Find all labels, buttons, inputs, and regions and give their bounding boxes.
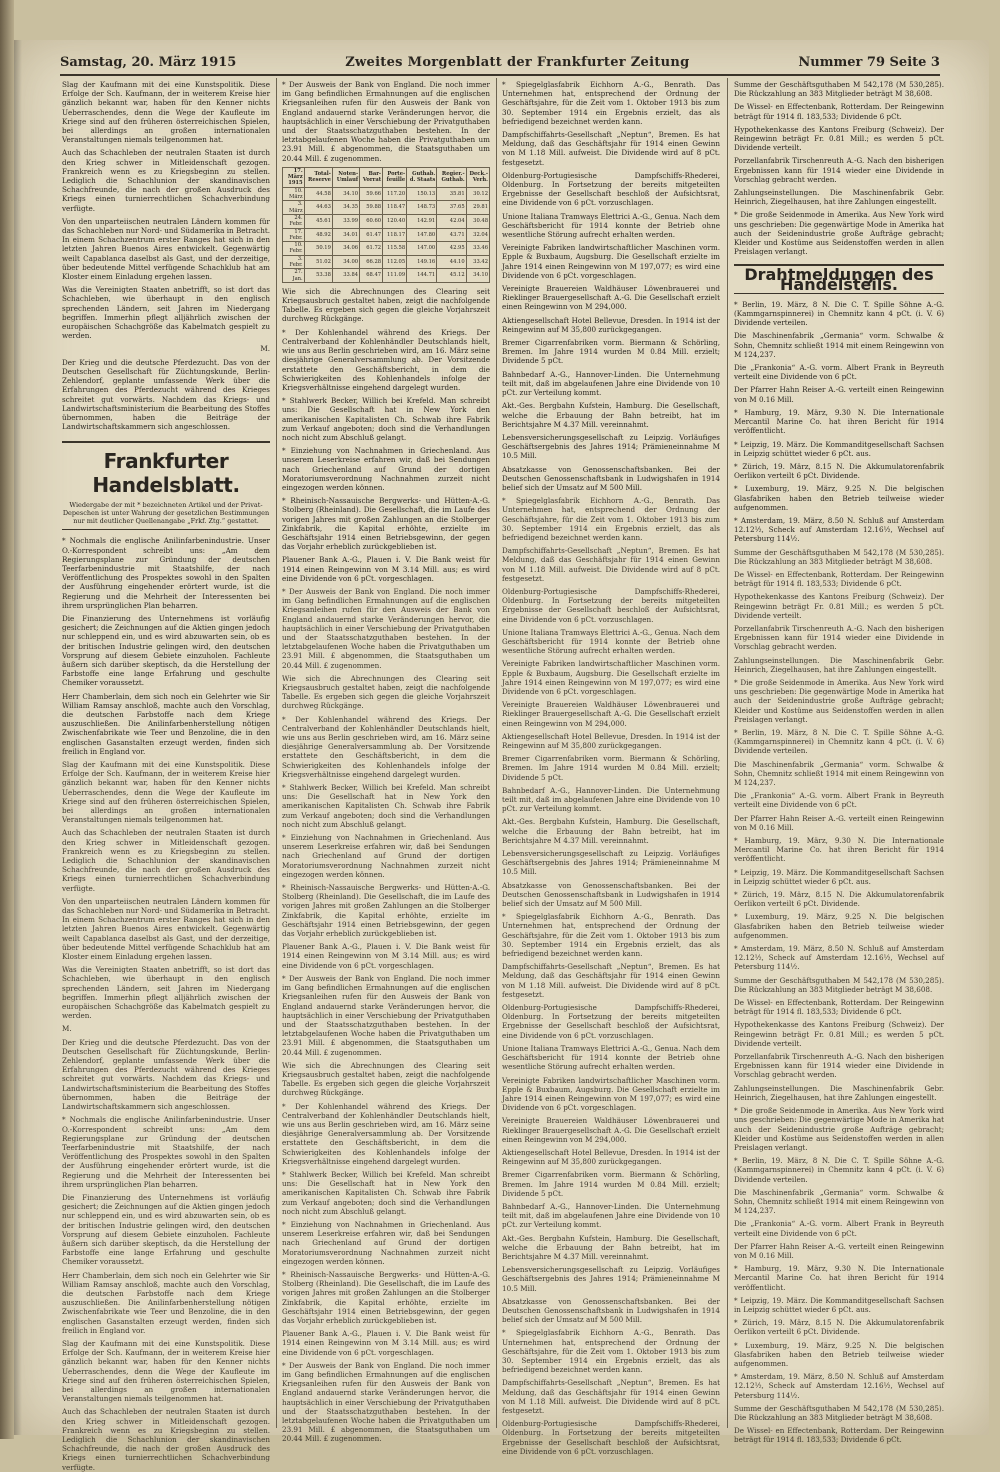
article-paragraph: Die „Frankonia“ A.-G. vorm. Albert Frank in Beyreuth verteilt eine Dividende von 6 pCt. [734,363,944,382]
table-cell: 45.12 [437,269,466,283]
table-cell: 59.66 [360,187,383,201]
table-cell: 147.00 [407,242,437,256]
article-paragraph: * Berlin, 19. März, 8 N. Die C. T. Spille Söhne A.-G. (Kammgarnspinnerei) in Chemnitz kann 4 pCt. (i. V. 6) Dividende verteilen. [734,727,944,756]
article-paragraph: * Stahlwerk Becker, Willich bei Krefeld. Man schreibt uns: Die Gesellschaft hat in New York den amerikanischen Kapitalisten Ch. Schwab ihre Fabrik zum Verkauf angeboten; doch sind die Verhandlungen noch nicht zum Abschluß gelangt. [282,396,490,442]
article-paragraph: Vereinigte Brauereien Waldhäuser Löwenbrauerei und Rieklinger Brauergesellschaft A.-G. Die Gesellschaft erzielt einen Reingewinn von M 294,000. [502,700,720,728]
section-heading: Drahtmeldungen des Handelsteils. [734,264,944,293]
table-row [283,269,490,283]
article-paragraph: * Spiegelglasfabrik Eichhorn A.-G., Benrath. Das Unternehmen hat, entsprechend der Ordnung der Geschäftsjahre, für die Zeit vom 1. Oktober 1913 bis zum 30. September 1914 ein Ergebnis erzielt, das als befriedigend bezeichnet werden kann. [502,912,720,959]
article-paragraph: Oldenburg-Portugiesische Dampfschiffs-Rhederei, Oldenburg. In Fortsetzung der bereits mitgeteilten Ergebnisse der Gesellschaft beschloß der Aufsichtsrat, eine Dividende von 6 pCt. vorzuschlagen. [502,1003,720,1040]
table-cell: 24. Febr. [283,214,305,228]
article-paragraph: * Hamburg, 19. März, 9.30 N. Die Internationale Mercantil Marine Co. hat ihren Bericht für 1914 veröffentlicht. [734,1264,944,1292]
table-cell: 150.13 [407,187,437,201]
article-paragraph: Bremer Cigarrenfabriken vorm. Biermann & Schörling, Bremen. Im Jahre 1914 wurden M 0.84 Mill. erzielt; Dividende 5 pCt. [502,754,720,782]
article-paragraph: Absatzkasse von Genossenschaftsbanken. Bei der Deutschen Genossenschaftsbank in Ludwigshafen in 1914 belief sich der Umsatz auf M 500 Mill. [502,464,720,492]
table-header-cell: Porte-feuille [383,167,407,187]
article-paragraph: * Der Ausweis der Bank von England. Die noch immer im Gang befindlichen Ermahnungen auf die englischen Kriegsanleihen rufen für den Ausweis der Bank von England andauernd starke Veränderungen hervor, die hauptsächlich in einer Verschiebung der Privatguthaben und der Staatsschatzguthaben bestehen. In der letztabgelaufenen Woche haben die Privatguthaben um 23.91 Mill. £ abgenommen, die Staatsguthaben um 20.44 Mill. £ zugenommen. [282,973,490,1057]
article-paragraph: * Rheinisch-Nassauische Bergwerks- und Hütten-A.-G. Stolberg (Rheinland). Die Gesellschaft, die im Laufe des vorigen Jahres mit großen Zahlungen an die Stolberger Zinkfabrik, die Kapital erhöhte, erzielte im Geschäftsjahr 1914 einen Betriebsgewinn, der gegen das Vorjahr erheblich zurückgeblieben ist. [282,496,490,552]
article-paragraph: Aktiengesellschaft Hotel Bellevue, Dresden. In 1914 ist der Reingewinn auf M 35,800 zurückgegangen. [502,1147,720,1167]
article-paragraph: Die Finanzierung des Unternehmens ist vorläufig gesichert; die Zeichnungen auf die Aktien gingen jedoch nur schleppend ein, und es wird abzuwarten sein, ob es der britischen Industrie gelingen wird, den deutschen Vorsprung auf diesem Gebiete einzuholen. Fachleute äußern sich darüber skeptisch, da die Herstellung der Farbstoffe eine lange Erfahrung und geschulte Chemiker voraussetzt. [62,1192,270,1267]
article-paragraph: Der Pfarrer Hahn Reiser A.-G. verteilt einen Reingewinn von M 0.16 Mill. [734,1241,944,1260]
header-page-number: Nummer 79 Seite 3 [798,54,940,70]
article-paragraph: * Der Ausweis der Bank von England. Die noch immer im Gang befindlichen Ermahnungen auf die englischen Kriegsanleihen rufen für den Ausweis der Bank von England andauernd starke Veränderungen hervor, die hauptsächlich in einer Verschiebung der Privatguthaben und der Staatsschatzguthaben bestehen. In der letztabgelaufenen Woche haben die Privatguthaben um 23.91 Mill. £ abgenommen, die Staatsguthaben um 20.44 Mill. £ zugenommen. [282,1360,490,1444]
article-paragraph: * Der Ausweis der Bank von England. Die noch immer im Gang befindlichen Ermahnungen auf die englischen Kriegsanleihen rufen für den Ausweis der Bank von England andauernd starke Veränderungen hervor, die hauptsächlich in einer Verschiebung der Privatguthaben und der Staatsschatzguthaben bestehen. In der letztabgelaufenen Woche haben die Privatguthaben um 23.91 Mill. £ abgenommen, die Staatsguthaben um 20.44 Mill. £ zugenommen. [282,586,490,670]
article-paragraph: Bremer Cigarrenfabriken vorm. Biermann & Schörling, Bremen. Im Jahre 1914 wurden M 0.84 Mill. erzielt; Dividende 5 pCt. [502,1170,720,1198]
article-paragraph: Hypothekenkasse des Kantons Freiburg (Schweiz). Der Reingewinn beträgt Fr. 0.81 Mill.; es werden 5 pCt. Dividende verteilt. [734,1020,944,1048]
table-header-cell: Deck.-Verh. [466,167,489,187]
table-cell: 61.47 [360,228,383,242]
table-cell: 112.05 [383,255,407,269]
article-paragraph: Auch das Schachleben der neutralen Staaten ist durch den Krieg schwer in Mitleidenschaft gezogen. Frankreich wenn es zu Kriegsbeginn zu stellen. Lediglich die Schachlunion der skandinavischen Schachfreunde, die nach der großen Ausdruck des Kriegs einen turnierrechtlichen Schachverbindung verfügte. [62,148,270,213]
article-paragraph: * Spiegelglasfabrik Eichhorn A.-G., Benrath. Das Unternehmen hat, entsprechend der Ordnung der Geschäftsjahre, für die Zeit vom 1. Oktober 1913 bis zum 30. September 1914 ein Ergebnis erzielt, das als befriedigend bezeichnet werden kann. [502,80,720,126]
article-paragraph: Vereinigte Fabriken landwirtschaftlicher Maschinen vorm. Epple & Buxbaum, Augsburg. Die Gesellschaft erzielte im Jahre 1914 einen Reingewinn von M 197,077; es wird eine Dividende von 6 pCt. vorgeschlagen. [502,659,720,696]
article-paragraph: Die „Frankonia“ A.-G. vorm. Albert Frank in Beyreuth verteilt eine Dividende von 6 pCt. [734,791,944,810]
article-paragraph: Wie sich die Abrechnungen des Clearing seit Kriegsausbruch gestaltet haben, zeigt die nachfolgende Tabelle. Es ergeben sich gegen die gleiche Vorjahrszeit durchweg Rückgänge. [282,673,490,711]
article-paragraph: Absatzkasse von Genossenschaftsbanken. Bei der Deutschen Genossenschaftsbank in Ludwigshafen in 1914 belief sich der Umsatz auf M 500 Mill. [502,880,720,909]
article-paragraph: Dampfschiffahrts-Gesellschaft „Neptun“, Bremen. Es hat Meldung, daß das Geschäftsjahr für 1914 einen Gewinn von M 1.18 Mill. aufweist. Die Dividende wird auf 8 pCt. festgesetzt. [502,962,720,999]
article-paragraph: Zahlungseinstellungen. Die Maschinenfabrik Gebr. Heinrich, Ziegelhausen, hat ihre Zahlungen eingestellt. [734,1083,944,1102]
article-paragraph: Summe der Geschäftsguthaben M 542,178 (M 530,285). Die Rückzahlung an 383 Mitglieder beträgt M 38,608. [734,80,944,99]
article-paragraph: Die Finanzierung des Unternehmens ist vorläufig gesichert; die Zeichnungen auf die Aktien gingen jedoch nur schleppend ein, und es wird abzuwarten sein, ob es der britischen Industrie gelingen wird, den deutschen Vorsprung auf diesem Gebiete einzuholen. Fachleute äußern sich darüber skeptisch, da die Herstellung der Farbstoffe eine lange Erfahrung und geschulte Chemiker voraussetzt. [62,613,270,688]
header-date: Samstag, 20. März 1915 [60,54,237,70]
article-paragraph: * Einziehung von Nachnahmen in Griechenland. Aus unserem Leserkreise erfahren wir, daß bei Sendungen nach Griechenland auf Grund der dortigen Moratoriumsverordnung Nachnahmen zurzeit nicht eingezogen werden können. [282,1219,490,1266]
article-paragraph: Summe der Geschäftsguthaben M 542,178 (M 530,285). Die Rückzahlung an 383 Mitglieder beträgt M 38,608. [734,975,944,994]
table-cell: 147.80 [407,228,437,242]
table-cell: 34.06 [332,242,359,256]
article-paragraph: * Hamburg, 19. März, 9.30 N. Die Internationale Mercantil Marine Co. hat ihren Bericht für 1914 veröffentlicht. [734,407,944,436]
article-paragraph: Auch das Schachleben der neutralen Staaten ist durch den Krieg schwer in Mitleidenschaft gezogen. Frankreich wenn es zu Kriegsbeginn zu stellen. Lediglich die Schachlunion der skandinavischen Schachfreunde, die nach der großen Ausdruck des Kriegs einen turnierrechtlichen Schachverbindung verfügte. [62,828,270,893]
article-paragraph: Dampfschiffahrts-Gesellschaft „Neptun“, Bremen. Es hat Meldung, daß das Geschäftsjahr für 1914 einen Gewinn von M 1.18 Mill. aufweist. Die Dividende wird auf 8 pCt. festgesetzt. [502,1378,720,1415]
article-paragraph: Wie sich die Abrechnungen des Clearing seit Kriegsausbruch gestaltet haben, zeigt die nachfolgende Tabelle. Es ergeben sich gegen die gleiche Vorjahrszeit durchweg Rückgänge. [282,286,490,324]
article-paragraph: Plauener Bank A.-G., Plauen i. V. Die Bank weist für 1914 einen Reingewinn von M 3.14 Mill. aus; es wird eine Dividende von 6 pCt. vorgeschlagen. [282,555,490,583]
article-paragraph: * Stahlwerk Becker, Willich bei Krefeld. Man schreibt uns: Die Gesellschaft hat in New York den amerikanischen Kapitalisten Ch. Schwab ihre Fabrik zum Verkauf angeboten; doch sind die Verhandlungen noch nicht zum Abschluß gelangt. [282,1169,490,1216]
table-cell: 118.47 [383,201,407,215]
table-cell: 53.38 [304,269,332,283]
column-rule [727,78,728,1428]
table-cell: 118.17 [383,228,407,242]
section-subbanner: Wiedergabe der mit * bezeichneten Artikel und der Privat-Depeschen ist unter Wahrung der gesetzlichen Bestimmungen nur mit deutlicher Quellenangabe „Frkf. Ztg.“ gestattet. [62,501,270,530]
table-cell: 51.02 [304,255,332,269]
section-banner: Frankfurter Handelsblatt. [62,441,270,497]
bank-statement-table [282,167,490,283]
table-row [283,214,490,228]
table-header-cell: Guthab. d. Staats [407,167,437,187]
article-paragraph: * Rheinisch-Nassauische Bergwerks- und Hütten-A.-G. Stolberg (Rheinland). Die Gesellschaft, die im Laufe des vorigen Jahres mit großen Zahlungen an die Stolberger Zinkfabrik, die Kapital erhöhte, erzielte im Geschäftsjahr 1914 einen Betriebsgewinn, der gegen das Vorjahr erheblich zurückgeblieben ist. [282,883,490,939]
article-paragraph: Akt.-Ges. Bergbahn Kufstein, Hamburg. Die Gesellschaft, welche die Erbauung der Bahn betreibt, hat im Berichtsjahre M 4.37 Mill. vereinnahmt. [502,401,720,429]
table-cell: 3. März [283,201,305,215]
table-row [283,255,490,269]
article-paragraph: M. [62,1024,72,1034]
article-paragraph: Der Krieg und die deutsche Pferdezucht. Das von der Deutschen Gesellschaft für Züchtungskunde, Berlin-Zehlendorf, geplante umfassende Werk über die Erfahrungen des Pferdezucht während des Krieges schreitet gut vorwärts. Nachdem das Kriegs- und Landwirtschaftsministerium die Bearbeitung des Stoffes übernommen, haben die Beiträge der Landwirtschaftskammern sich angeschlossen. [62,357,270,432]
table-cell: 44.58 [304,187,332,201]
article-paragraph: Lebensversicherungsgesellschaft zu Leipzig. Vorläufiges Geschäftsergebnis des Jahres 1914; Prämieneinnahme M 10.5 Mill. [502,1265,720,1293]
table-row [283,187,490,201]
table-cell: 120.40 [383,214,407,228]
table-header-cell: Noten-Umlauf [332,167,359,187]
article-paragraph: Porzellanfabrik Tirschenreuth A.-G. Nach den bisherigen Ergebnissen kann für 1914 wieder eine Dividende in Vorschlag gebracht werden. [734,1052,944,1080]
table-cell: 61.72 [360,242,383,256]
table-cell: 117.20 [383,187,407,201]
article-paragraph: Porzellanfabrik Tirschenreuth A.-G. Nach den bisherigen Ergebnissen kann für 1914 wieder eine Dividende in Vorschlag gebracht werden. [734,623,944,652]
article-paragraph: * Luxemburg, 19. März, 9.25 N. Die belgischen Glasfabriken haben den Betrieb teilweise wieder aufgenommen. [734,1340,944,1368]
article-paragraph: De Wissel- en Effectenbank, Rotterdam. Der Reingewinn beträgt für 1914 fl. 183,533; Dividende 6 pCt. [734,102,944,121]
table-cell: 37.65 [437,201,466,215]
column-1 [62,80,270,1472]
article-paragraph: * Nochmals die englische Anilinfarbenindustrie. Unser O.-Korrespondent schreibt uns: „Am dem Regierungsplane zur Gründung der deutschen Teerfarbenindustrie mit Staatshilfe, der nach Veröffentlichung des Prospektes sowohl in den Spalten der Ausführung eingehender erörtert wurde, ist die Regierung und die Mehrheit der Interessenten bei ihrem ursprünglichen Plan beharren. [62,536,270,610]
table-cell: 34.35 [332,201,359,215]
table-cell: 66.28 [360,255,383,269]
table-cell: 34.10 [466,269,489,283]
article-paragraph: Absatzkasse von Genossenschaftsbanken. Bei der Deutschen Genossenschaftsbank in Ludwigshafen in 1914 belief sich der Umsatz auf M 500 Mill. [502,1296,720,1325]
article-paragraph: * Berlin, 19. März, 8 N. Die C. T. Spille Söhne A.-G. (Kammgarnspinnerei) in Chemnitz kann 4 pCt. (i. V. 6) Dividende verteilen. [734,299,944,328]
article-paragraph: Die Maschinenfabrik „Germania“ vorm. Schwalbe & Sohn, Chemnitz schließt 1914 mit einem Reingewinn von M 124,237. [734,1187,944,1216]
table-cell: 32.04 [466,228,489,242]
article-paragraph: Die Maschinenfabrik „Germania“ vorm. Schwalbe & Sohn, Chemnitz schließt 1914 mit einem Reingewinn von M 124,237. [734,331,944,359]
article-paragraph: Akt.-Ges. Bergbahn Kufstein, Hamburg. Die Gesellschaft, welche die Erbauung der Bahn betreibt, hat im Berichtsjahre M 4.37 Mill. vereinnahmt. [502,817,720,845]
article-paragraph: * Die große Seidenmode in Amerika. Aus New York wird uns geschrieben: Die gegenwärtige Mode in Amerika hat auch der Seidenindustrie große Aufträge gebracht; Kleider und Kostüme aus Seidenstoffen werden in allen Preislagen verlangt. [734,210,944,257]
article-paragraph: Aktiengesellschaft Hotel Bellevue, Dresden. In 1914 ist der Reingewinn auf M 35,800 zurückgegangen. [502,731,720,750]
article-paragraph: De Wissel- en Effectenbank, Rotterdam. Der Reingewinn beträgt für 1914 fl. 183,533; Dividende 6 pCt. [734,998,944,1017]
article-paragraph: * Zürich, 19. März, 8.15 N. Die Akkumulatorenfabrik Oerlikon verteilt 6 pCt. Dividende. [734,1318,944,1337]
article-paragraph: * Der Kohlenhandel während des Kriegs. Der Centralverband der Kohlenhändler Deutschlands hielt, wie uns aus Berlin geschrieben wird, am 16. März seine diesjährige Generalversammlung ab. Der Vorsitzende erstattete den Geschäftsbericht, in dem die Schwierigkeiten des Kohlenhandels infolge der Kriegsverhältnisse eingehend dargelegt wurden. [282,327,490,392]
article-paragraph: Herr Chamberlain, dem sich noch ein Gelehrter wie Sir William Ramsay anschloß, machte auch den Vorschlag, die deutschen Farbstoffe nach dem Kriege auszuschließen. Die Anilinfarbenherstellung nötigen Zwischenfabrikate wie Teer und Benzoline, die in den englischen Gasanstalten erzeugt werden, finden sich freilich in England vor. [62,691,270,756]
article-paragraph: * Zürich, 19. März, 8.15 N. Die Akkumulatorenfabrik Oerlikon verteilt 6 pCt. Dividende. [734,890,944,909]
article-paragraph: Dampfschiffahrts-Gesellschaft „Neptun“, Bremen. Es hat Meldung, daß das Geschäftsjahr für 1914 einen Gewinn von M 1.18 Mill. aufweist. Die Dividende wird auf 8 pCt. festgesetzt. [502,130,720,167]
article-paragraph: Bremer Cigarrenfabriken vorm. Biermann & Schörling, Bremen. Im Jahre 1914 wurden M 0.84 Mill. erzielt; Dividende 5 pCt. [502,338,720,366]
article-paragraph: * Hamburg, 19. März, 9.30 N. Die Internationale Mercantil Marine Co. hat ihren Bericht für 1914 veröffentlicht. [734,836,944,864]
table-cell: 44.63 [304,201,332,215]
table-cell: 33.42 [466,255,489,269]
article-paragraph: Porzellanfabrik Tirschenreuth A.-G. Nach den bisherigen Ergebnissen kann für 1914 wieder eine Dividende in Vorschlag gebracht werden. [734,156,944,184]
table-cell: 34.10 [332,187,359,201]
article-paragraph: Bahnbedarf A.-G., Hannover-Linden. Die Unternehmung teilt mit, daß im abgelaufenen Jahre eine Dividende von 10 pCt. zur Verteilung kommt. [502,785,720,814]
article-paragraph: * Nochmals die englische Anilinfarbenindustrie. Unser O.-Korrespondent schreibt uns: „Am dem Regierungsplane zur Gründung der deutschen Teerfarbenindustrie mit Staatshilfe, der nach Veröffentlichung des Prospektes sowohl in den Spalten der Ausführung eingehender erörtert wurde, ist die Regierung und die Mehrheit der Interessenten bei ihrem ursprünglichen Plan beharren. [62,1115,270,1189]
column-rule [496,78,497,1428]
column-4 [734,80,944,1445]
article-paragraph: Zahlungseinstellungen. Die Maschinenfabrik Gebr. Heinrich, Ziegelhausen, hat ihre Zahlungen eingestellt. [734,188,944,207]
article-paragraph: Akt.-Ges. Bergbahn Kufstein, Hamburg. Die Gesellschaft, welche die Erbauung der Bahn betreibt, hat im Berichtsjahre M 4.37 Mill. vereinnahmt. [502,1233,720,1261]
table-cell: 149.16 [407,255,437,269]
article-paragraph: Lebensversicherungsgesellschaft zu Leipzig. Vorläufiges Geschäftsergebnis des Jahres 1914; Prämieneinnahme M 10.5 Mill. [502,849,720,877]
table-cell: 27. Jan. [283,269,305,283]
table-row [283,201,490,215]
article-paragraph: Von den unparteiischen neutralen Ländern kommen für das Schachleben nur Nord- und Südamerika in Betracht. In einem Schachzentrum erster Ranges hat sich in den letzten Jahren Buenos Aires entwickelt. Gegenwärtig weilt Capablanca daselbst als Gast, und der derzeitige, über bedeutende Mittel verfügende Schachklub hat am Kloster einem Einladung ergehen lassen. [62,896,270,962]
article-paragraph: Summe der Geschäftsguthaben M 542,178 (M 530,285). Die Rückzahlung an 383 Mitglieder beträgt M 38,608. [734,547,944,566]
cutoff-column [20,80,56,1425]
table-cell: 68.47 [360,269,383,283]
article-paragraph: Bahnbedarf A.-G., Hannover-Linden. Die Unternehmung teilt mit, daß im abgelaufenen Jahre eine Dividende von 10 pCt. zur Verteilung kommt. [502,369,720,398]
article-paragraph: Unione Italiana Tramways Elettrici A.-G., Genua. Nach dem Geschäftsbericht für 1914 konnte der Betrieb ohne wesentliche Störung aufrecht erhalten werden. [502,627,720,656]
article-paragraph: Aktiengesellschaft Hotel Bellevue, Dresden. In 1914 ist der Reingewinn auf M 35,800 zurückgegangen. [502,315,720,334]
article-paragraph: Was die Vereinigten Staaten anbetrifft, so ist dort das Schachleben, wie überhaupt in den englisch sprechenden Ländern, seit Jahren im Niedergang begriffen. Immerhin pflegt alljährlich zwischen der europäischen Schachgröße das Kabelmatch gespielt zu werden. [62,965,270,1021]
table-cell: 43.71 [437,228,466,242]
table-cell: 48.92 [304,228,332,242]
article-paragraph: Hypothekenkasse des Kantons Freiburg (Schweiz). Der Reingewinn beträgt Fr. 0.81 Mill.; es werden 5 pCt. Dividende verteilt. [734,124,944,153]
column-rule [276,78,277,1428]
article-paragraph: Was die Vereinigten Staaten anbetrifft, so ist dort das Schachleben, wie überhaupt in den englisch sprechenden Ländern, seit Jahren im Niedergang begriffen. Immerhin pflegt alljährlich zwischen der europäischen Schachgröße das Kabelmatch gespielt zu werden. [62,285,270,341]
article-paragraph: * Einziehung von Nachnahmen in Griechenland. Aus unserem Leserkreise erfahren wir, daß bei Sendungen nach Griechenland auf Grund der dortigen Moratoriumsverordnung Nachnahmen zurzeit nicht eingezogen werden können. [282,446,490,492]
table-cell: 33.84 [332,269,359,283]
table-cell: 34.00 [332,255,359,269]
article-paragraph: * Die große Seidenmode in Amerika. Aus New York wird uns geschrieben: Die gegenwärtige Mode in Amerika hat auch der Seidenindustrie große Aufträge gebracht; Kleider und Kostüme aus Seidenstoffen werden in allen Preislagen verlangt. [734,1106,944,1152]
article-paragraph: * Der Kohlenhandel während des Kriegs. Der Centralverband der Kohlenhändler Deutschlands hielt, wie uns aus Berlin geschrieben wird, am 16. März seine diesjährige Generalversammlung ab. Der Vorsitzende erstattete den Geschäftsbericht, in dem die Schwierigkeiten des Kohlenhandels infolge der Kriegsverhältnisse eingehend dargelegt wurden. [282,714,490,779]
article-paragraph: Summe der Geschäftsguthaben M 542,178 (M 530,285). Die Rückzahlung an 383 Mitglieder beträgt M 38,608. [734,1403,944,1422]
article-paragraph: Vereinigte Fabriken landwirtschaftlicher Maschinen vorm. Epple & Buxbaum, Augsburg. Die Gesellschaft erzielte im Jahre 1914 einen Reingewinn von M 197,077; es wird eine Dividende von 6 pCt. vorgeschlagen. [502,243,720,280]
article-paragraph: Unione Italiana Tramways Elettrici A.-G., Genua. Nach dem Geschäftsbericht für 1914 konnte der Betrieb ohne wesentliche Störung aufrecht erhalten werden. [502,211,720,240]
article-paragraph: * Der Kohlenhandel während des Kriegs. Der Centralverband der Kohlenhändler Deutschlands hielt, wie uns aus Berlin geschrieben wird, am 16. März seine diesjährige Generalversammlung ab. Der Vorsitzende erstattete den Geschäftsbericht, in dem die Schwierigkeiten des Kohlenhandels infolge der Kriegsverhältnisse eingehend dargelegt wurden. [282,1101,490,1166]
article-paragraph: Hypothekenkasse des Kantons Freiburg (Schweiz). Der Reingewinn beträgt Fr. 0.81 Mill.; es werden 5 pCt. Dividende verteilt. [734,592,944,620]
table-cell: 33.99 [332,214,359,228]
article-paragraph: Die Maschinenfabrik „Germania“ vorm. Schwalbe & Sohn, Chemnitz schließt 1914 mit einem Reingewinn von M 124,237. [734,759,944,787]
article-paragraph: Vereinigte Fabriken landwirtschaftlicher Maschinen vorm. Epple & Buxbaum, Augsburg. Die Gesellschaft erzielte im Jahre 1914 einen Reingewinn von M 197,077; es wird eine Dividende von 6 pCt. vorgeschlagen. [502,1075,720,1113]
article-paragraph: * Rheinisch-Nassauische Bergwerks- und Hütten-A.-G. Stolberg (Rheinland). Die Gesellschaft, die im Laufe des vorigen Jahres mit großen Zahlungen an die Stolberger Zinkfabrik, die Kapital erhöhte, erzielte im Geschäftsjahr 1914 einen Betriebsgewinn, der gegen das Vorjahr erheblich zurückgeblieben ist. [282,1269,490,1325]
column-2 [282,80,490,1444]
article-paragraph: * Der Ausweis der Bank von England. Die noch immer im Gang befindlichen Ermahnungen auf die englischen Kriegsanleihen rufen für den Ausweis der Bank von England andauernd starke Veränderungen hervor, die hauptsächlich in einer Verschiebung der Privatguthaben und der Staatsschatzguthaben bestehen. In der letztabgelaufenen Woche haben die Privatguthaben um 23.91 Mill. £ abgenommen, die Staatsguthaben um 20.44 Mill. £ zugenommen. [282,80,490,163]
article-paragraph: De Wissel- en Effectenbank, Rotterdam. Der Reingewinn beträgt für 1914 fl. 183,533; Dividende 6 pCt. [734,1426,944,1445]
article-paragraph: Der Pfarrer Hahn Reiser A.-G. verteilt einen Reingewinn von M 0.16 Mill. [734,813,944,832]
article-paragraph: * Leipzig, 19. März. Die Kommanditgesellschaft Sachsen in Leipzig schüttet wieder 6 pCt. aus. [734,1295,944,1314]
article-paragraph: Der Krieg und die deutsche Pferdezucht. Das von der Deutschen Gesellschaft für Züchtungskunde, Berlin-Zehlendorf, geplante umfassende Werk über die Erfahrungen des Pferdezucht während des Krieges schreitet gut vorwärts. Nachdem das Kriegs- und Landwirtschaftsministerium die Bearbeitung des Stoffes übernommen, haben die Beiträge der Landwirtschaftskammern sich angeschlossen. [62,1037,270,1112]
table-cell: 29.81 [466,201,489,215]
table-row [283,228,490,242]
signature: M. [260,344,270,354]
binding-edge [0,0,14,1439]
table-cell: 50.19 [304,242,332,256]
table-cell: 42.95 [437,242,466,256]
table-cell: 10. März [283,187,305,201]
table-cell: 35.81 [437,187,466,201]
article-paragraph: Zahlungseinstellungen. Die Maschinenfabrik Gebr. Heinrich, Ziegelhausen, hat ihre Zahlungen eingestellt. [734,655,944,674]
article-paragraph: Herr Chamberlain, dem sich noch ein Gelehrter wie Sir William Ramsay anschloß, machte auch den Vorschlag, die deutschen Farbstoffe nach dem Kriege auszuschließen. Die Anilinfarbenherstellung nötigen Zwischenfabrikate wie Teer und Benzoline, die in den englischen Gasanstalten erzeugt werden, finden sich freilich in England vor. [62,1270,270,1335]
table-cell: 60.60 [360,214,383,228]
article-paragraph: Von den unparteiischen neutralen Ländern kommen für das Schachleben nur Nord- und Südamerika in Betracht. In einem Schachzentrum erster Ranges hat sich in den letzten Jahren Buenos Aires entwickelt. Gegenwärtig weilt Capablanca daselbst als Gast, und der derzeitige, über bedeutende Mittel verfügende Schachklub hat am Kloster einem Einladung ergehen lassen. [62,216,270,282]
table-cell: 42.04 [437,214,466,228]
article-paragraph: * Die große Seidenmode in Amerika. Aus New York wird uns geschrieben: Die gegenwärtige Mode in Amerika hat auch der Seidenindustrie große Aufträge gebracht; Kleider und Kostüme aus Seidenstoffen werden in allen Preislagen verlangt. [734,677,944,724]
table-header-cell: Bar-Vorrat [360,167,383,187]
table-header-cell: Total-Reserve [304,167,332,187]
header-title: Zweites Morgenblatt der Frankfurter Zeitung [345,54,690,70]
article-paragraph: Slag der Kaufmann mit dei eine Kunstspolitik. Diese Erfolge der Sch. Kaufmann, der in weiterem Kreise hier gänzlich bekannt war, haben für den Kenner nichts Ueberraschendes, denn die Wege der Kaufleute im Kriege sind auf den früheren österreichischen Spielen, bei allerdings an großen internationalen Veranstaltungen niemals teilgenommen hat. [62,80,270,145]
table-cell: 30.12 [466,187,489,201]
table-cell: 144.71 [407,269,437,283]
table-row [283,242,490,256]
table-cell: 30.48 [466,214,489,228]
article-paragraph: * Leipzig, 19. März. Die Kommanditgesellschaft Sachsen in Leipzig schüttet wieder 6 pCt. aus. [734,867,944,886]
article-paragraph: De Wissel- en Effectenbank, Rotterdam. Der Reingewinn beträgt für 1914 fl. 183,533; Dividende 6 pCt. [734,569,944,589]
table-cell: 33.46 [466,242,489,256]
table-cell: 142.91 [407,214,437,228]
article-paragraph: Plauener Bank A.-G., Plauen i. V. Die Bank weist für 1914 einen Reingewinn von M 3.14 Mill. aus; es wird eine Dividende von 6 pCt. vorgeschlagen. [282,942,490,970]
article-paragraph: Oldenburg-Portugiesische Dampfschiffs-Rhederei, Oldenburg. In Fortsetzung der bereits mitgeteilten Ergebnisse der Gesellschaft beschloß der Aufsichtsrat, eine Dividende von 6 pCt. vorzuschlagen. [502,1419,720,1456]
table-cell: 111.09 [383,269,407,283]
article-paragraph: * Stahlwerk Becker, Willich bei Krefeld. Man schreibt uns: Die Gesellschaft hat in New York den amerikanischen Kapitalisten Ch. Schwab ihre Fabrik zum Verkauf angeboten; doch sind die Verhandlungen noch nicht zum Abschluß gelangt. [282,783,490,829]
page-header [60,52,940,76]
article-paragraph: * Spiegelglasfabrik Eichhorn A.-G., Benrath. Das Unternehmen hat, entsprechend der Ordnung der Geschäftsjahre, für die Zeit vom 1. Oktober 1913 bis zum 30. September 1914 ein Ergebnis erzielt, das als befriedigend bezeichnet werden kann. [502,1328,720,1375]
table-cell: 115.58 [383,242,407,256]
article-paragraph: Vereinigte Brauereien Waldhäuser Löwenbrauerei und Rieklinger Brauergesellschaft A.-G. Die Gesellschaft erzielt einen Reingewinn von M 294,000. [502,284,720,312]
table-cell: 10. Febr. [283,242,305,256]
article-paragraph: * Amsterdam, 19. März, 8.50 N. Schluß auf Amsterdam 12.12½, Scheck auf Amsterdam 12.16½, Wechsel auf Petersburg 114½. [734,515,944,544]
table-cell: 34.01 [332,228,359,242]
article-paragraph: * Zürich, 19. März, 8.15 N. Die Akkumulatorenfabrik Oerlikon verteilt 6 pCt. Dividende. [734,461,944,481]
article-paragraph: * Leipzig, 19. März. Die Kommanditgesellschaft Sachsen in Leipzig schüttet wieder 6 pCt. aus. [734,439,944,458]
table-cell: 17. Febr. [283,228,305,242]
article-paragraph: Dampfschiffahrts-Gesellschaft „Neptun“, Bremen. Es hat Meldung, daß das Geschäftsjahr für 1914 einen Gewinn von M 1.18 Mill. aufweist. Die Dividende wird auf 8 pCt. festgesetzt. [502,546,720,583]
article-paragraph: Bahnbedarf A.-G., Hannover-Linden. Die Unternehmung teilt mit, daß im abgelaufenen Jahre eine Dividende von 10 pCt. zur Verteilung kommt. [502,1201,720,1230]
article-paragraph: Vereinigte Brauereien Waldhäuser Löwenbrauerei und Rieklinger Brauergesellschaft A.-G. Die Gesellschaft erzielt einen Reingewinn von M 294,000. [502,1116,720,1144]
article-paragraph: * Luxemburg, 19. März, 9.25 N. Die belgischen Glasfabriken haben den Betrieb teilweise wieder aufgenommen. [734,484,944,512]
article-paragraph: * Luxemburg, 19. März, 9.25 N. Die belgischen Glasfabriken haben den Betrieb teilweise wieder aufgenommen. [734,912,944,940]
column-3 [502,80,720,1456]
article-paragraph: Auch das Schachleben der neutralen Staaten ist durch den Krieg schwer in Mitleidenschaft gezogen. Frankreich wenn es zu Kriegsbeginn zu stellen. Lediglich die Schachlunion der skandinavischen Schachfreunde, die nach der großen Ausdruck des Kriegs einen turnierrechtlichen Schachverbindung verfügte. [62,1407,270,1472]
article-paragraph: Wie sich die Abrechnungen des Clearing seit Kriegsausbruch gestaltet haben, zeigt die nachfolgende Tabelle. Es ergeben sich gegen die gleiche Vorjahrszeit durchweg Rückgänge. [282,1060,490,1098]
article-paragraph: * Spiegelglasfabrik Eichhorn A.-G., Benrath. Das Unternehmen hat, entsprechend der Ordnung der Geschäftsjahre, für die Zeit vom 1. Oktober 1913 bis zum 30. September 1914 ein Ergebnis erzielt, das als befriedigend bezeichnet werden kann. [502,496,720,542]
table-header-cell: Regier.-Guthab. [437,167,466,187]
table-cell: 148.73 [407,201,437,215]
article-paragraph: Der Pfarrer Hahn Reiser A.-G. verteilt einen Reingewinn von M 0.16 Mill. [734,385,944,404]
article-paragraph: Slag der Kaufmann mit dei eine Kunstspolitik. Diese Erfolge der Sch. Kaufmann, der in weiterem Kreise hier gänzlich bekannt war, haben für den Kenner nichts Ueberraschendes, denn die Wege der Kaufleute im Kriege sind auf den früheren österreichischen Spielen, bei allerdings an großen internationalen Veranstaltungen niemals teilgenommen hat. [62,759,270,825]
table-cell: 44.10 [437,255,466,269]
table-cell: 45.61 [304,214,332,228]
table-cell: 59.88 [360,201,383,215]
article-paragraph: * Amsterdam, 19. März, 8.50 N. Schluß auf Amsterdam 12.12½, Scheck auf Amsterdam 12.16½, Wechsel auf Petersburg 114½. [734,944,944,972]
article-paragraph: * Einziehung von Nachnahmen in Griechenland. Aus unserem Leserkreise erfahren wir, daß bei Sendungen nach Griechenland auf Grund der dortigen Moratoriumsverordnung Nachnahmen zurzeit nicht eingezogen werden können. [282,833,490,879]
article-paragraph: * Amsterdam, 19. März, 8.50 N. Schluß auf Amsterdam 12.12½, Scheck auf Amsterdam 12.16½, Wechsel auf Petersburg 114½. [734,1372,944,1400]
article-paragraph: Lebensversicherungsgesellschaft zu Leipzig. Vorläufiges Geschäftsergebnis des Jahres 1914; Prämieneinnahme M 10.5 Mill. [502,432,720,461]
table-header-cell: 17. März 1915 [283,167,305,187]
table-cell: 3. Febr. [283,255,305,269]
article-paragraph: Oldenburg-Portugiesische Dampfschiffs-Rhederei, Oldenburg. In Fortsetzung der bereits mitgeteilten Ergebnisse der Gesellschaft beschloß der Aufsichtsrat, eine Dividende von 6 pCt. vorzuschlagen. [502,170,720,208]
article-paragraph: * Berlin, 19. März, 8 N. Die C. T. Spille Söhne A.-G. (Kammgarnspinnerei) in Chemnitz kann 4 pCt. (i. V. 6) Dividende verteilen. [734,1156,944,1184]
article-paragraph: Unione Italiana Tramways Elettrici A.-G., Genua. Nach dem Geschäftsbericht für 1914 konnte der Betrieb ohne wesentliche Störung aufrecht erhalten werden. [502,1043,720,1072]
article-paragraph: Oldenburg-Portugiesische Dampfschiffs-Rhederei, Oldenburg. In Fortsetzung der bereits mitgeteilten Ergebnisse der Gesellschaft beschloß der Aufsichtsrat, eine Dividende von 6 pCt. vorzuschlagen. [502,586,720,624]
article-paragraph: Die „Frankonia“ A.-G. vorm. Albert Frank in Beyreuth verteilt eine Dividende von 6 pCt. [734,1219,944,1238]
article-paragraph: Plauener Bank A.-G., Plauen i. V. Die Bank weist für 1914 einen Reingewinn von M 3.14 Mill. aus; es wird eine Dividende von 6 pCt. vorgeschlagen. [282,1329,490,1357]
article-paragraph: Slag der Kaufmann mit dei eine Kunstspolitik. Diese Erfolge der Sch. Kaufmann, der in weiterem Kreise hier gänzlich bekannt war, haben für den Kenner nichts Ueberraschendes, denn die Wege der Kaufleute im Kriege sind auf den früheren österreichischen Spielen, bei allerdings an großen internationalen Veranstaltungen niemals teilgenommen hat. [62,1338,270,1404]
